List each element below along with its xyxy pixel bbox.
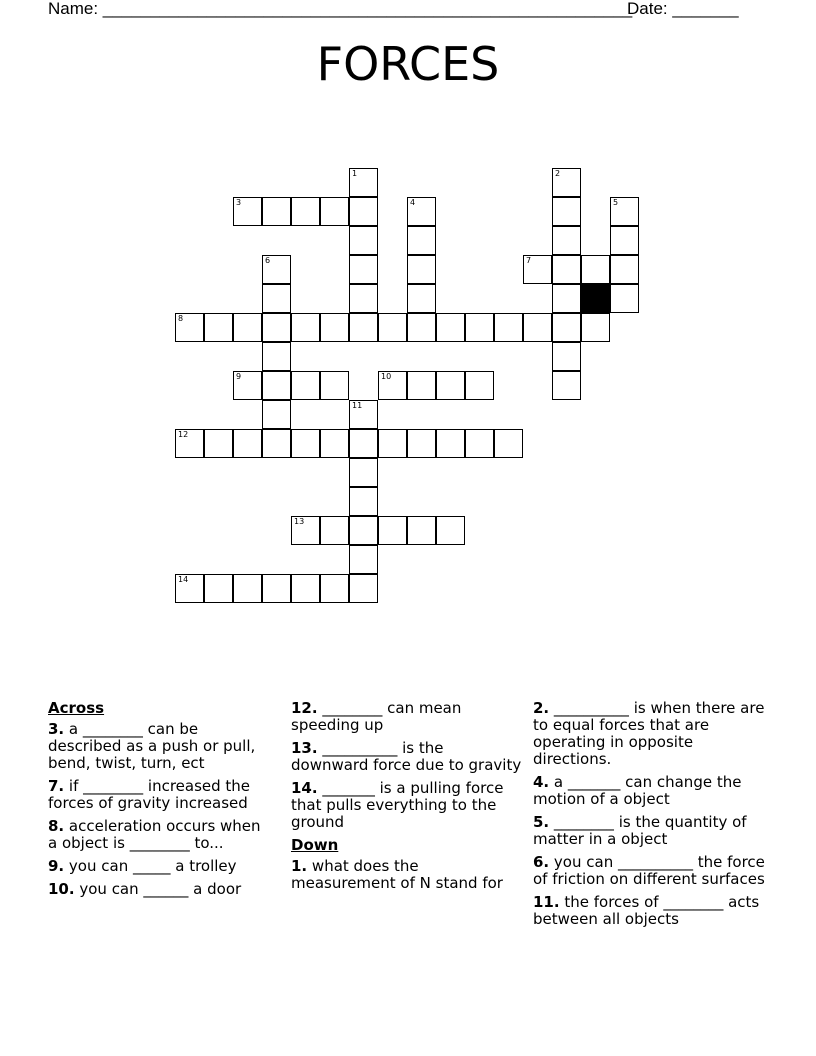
grid-cell[interactable]: [291, 371, 320, 400]
grid-cell[interactable]: [320, 429, 349, 458]
grid-cell[interactable]: [349, 226, 378, 255]
grid-cell[interactable]: [349, 284, 378, 313]
grid-cell[interactable]: [175, 313, 204, 342]
clue-number: 4: [410, 198, 416, 207]
grid-cell[interactable]: [407, 226, 436, 255]
grid-cell[interactable]: [378, 429, 407, 458]
grid-cell[interactable]: [378, 313, 407, 342]
grid-cell[interactable]: [204, 574, 233, 603]
grid-cell[interactable]: [465, 371, 494, 400]
grid-cell[interactable]: [349, 458, 378, 487]
clue-number: 7: [526, 256, 532, 265]
grid-cell[interactable]: [204, 429, 233, 458]
clue-down-11: 11. the forces of ________ acts between all objects: [533, 893, 760, 928]
grid-cell[interactable]: [262, 284, 291, 313]
clue-number: 14: [178, 575, 189, 584]
grid-cell[interactable]: [291, 574, 320, 603]
clue-across-13: 13. __________ is the downward force due to gravity: [291, 739, 522, 774]
grid-cell[interactable]: [291, 197, 320, 226]
grid-cell[interactable]: [262, 313, 291, 342]
grid-cell[interactable]: [233, 371, 262, 400]
clue-number: 6: [265, 256, 271, 265]
clue-across-14: 14. _______ is a pulling force that pulls everything to the ground: [291, 779, 504, 831]
grid-cell[interactable]: [320, 516, 349, 545]
name-field[interactable]: Name: ________________________________________________________: [48, 0, 633, 18]
grid-cell[interactable]: [378, 516, 407, 545]
grid-cell[interactable]: [291, 516, 320, 545]
grid-cell[interactable]: [407, 313, 436, 342]
grid-cell[interactable]: [320, 313, 349, 342]
grid-cell[interactable]: [494, 429, 523, 458]
grid-cell[interactable]: [349, 429, 378, 458]
grid-cell[interactable]: [407, 429, 436, 458]
grid-cell[interactable]: [262, 342, 291, 371]
grid-cell[interactable]: [349, 574, 378, 603]
grid-cell[interactable]: [610, 197, 639, 226]
grid-cell[interactable]: [581, 313, 610, 342]
clue-down-1: 1. what does the measurement of N stand for: [291, 857, 503, 892]
clue-across-10: 10. you can ______ a door: [48, 880, 242, 898]
clue-number: 13: [294, 517, 305, 526]
grid-cell[interactable]: [175, 574, 204, 603]
grid-cell[interactable]: [465, 429, 494, 458]
clue-down-4: 4. a _______ can change the motion of a object: [533, 773, 742, 808]
grid-cell[interactable]: [407, 371, 436, 400]
grid-cell[interactable]: [204, 313, 233, 342]
grid-cell[interactable]: [407, 516, 436, 545]
clue-down-6: 6. you can __________ the force of friction on different surfaces: [533, 853, 765, 888]
grid-cell[interactable]: [262, 255, 291, 284]
clues-column-1: [48, 700, 270, 904]
clue-number: 8: [178, 314, 184, 323]
grid-cell[interactable]: [407, 197, 436, 226]
grid-cell[interactable]: [610, 255, 639, 284]
page-title: FORCES: [316, 37, 500, 91]
grid-cell[interactable]: [552, 371, 581, 400]
clue-number: 12: [178, 430, 189, 439]
grid-cell[interactable]: [349, 545, 378, 574]
grid-cell[interactable]: [233, 429, 262, 458]
grid-cell[interactable]: [610, 226, 639, 255]
grid-cell[interactable]: [436, 313, 465, 342]
date-field[interactable]: Date: _______: [627, 0, 739, 18]
grid-cell[interactable]: [552, 226, 581, 255]
across-heading: Across: [48, 699, 105, 717]
clue-number: 11: [352, 401, 363, 410]
grid-cell[interactable]: [465, 313, 494, 342]
clue-across-7: 7. if ________ increased the forces of gravity increased: [48, 777, 251, 812]
clue-number: 3: [236, 198, 242, 207]
grid-cell[interactable]: [494, 313, 523, 342]
clue-number: 2: [555, 169, 561, 178]
grid-cell[interactable]: [378, 371, 407, 400]
grid-cell[interactable]: [262, 197, 291, 226]
grid-cell[interactable]: [552, 313, 581, 342]
clue-number: 9: [236, 372, 242, 381]
grid-cell[interactable]: [552, 284, 581, 313]
down-heading: Down: [291, 836, 339, 854]
grid-cell[interactable]: [523, 255, 552, 284]
grid-cell[interactable]: [436, 371, 465, 400]
clue-down-5: 5. ________ is the quantity of matter in a object: [533, 813, 747, 848]
grid-cell[interactable]: [407, 284, 436, 313]
clues-column-2: [291, 700, 523, 898]
grid-cell[interactable]: [407, 255, 436, 284]
grid-cell[interactable]: [349, 255, 378, 284]
grid-cell[interactable]: [349, 197, 378, 226]
grid-cell[interactable]: [436, 429, 465, 458]
grid-cell[interactable]: [233, 197, 262, 226]
grid-cell[interactable]: [552, 197, 581, 226]
grid-cell[interactable]: [349, 168, 378, 197]
clue-across-8: 8. acceleration occurs when a object is ________ to...: [48, 817, 261, 852]
clue-across-3: 3. a ________ can be described as a push or pull, bend, twist, turn, ect: [48, 720, 256, 772]
name-date-bar: [48, 0, 748, 20]
grid-cell[interactable]: [552, 255, 581, 284]
grid-cell[interactable]: [552, 342, 581, 371]
grid-cell[interactable]: [233, 313, 262, 342]
grid-cell[interactable]: [523, 313, 552, 342]
grid-cell[interactable]: [349, 516, 378, 545]
grid-cell[interactable]: [262, 429, 291, 458]
grid-cell[interactable]: [262, 400, 291, 429]
clue-number: 1: [352, 169, 358, 178]
grid-cell[interactable]: [610, 284, 639, 313]
grid-cell[interactable]: [320, 197, 349, 226]
grid-cell[interactable]: [175, 429, 204, 458]
black-cell: [581, 284, 610, 313]
grid-cell[interactable]: [233, 574, 262, 603]
grid-cell[interactable]: [320, 371, 349, 400]
grid-cell[interactable]: [320, 574, 349, 603]
grid-cell[interactable]: [436, 516, 465, 545]
clue-down-2: 2. __________ is when there are to equal forces that are operating in opposite directions.: [533, 699, 765, 768]
grid-cell[interactable]: [349, 400, 378, 429]
grid-cell[interactable]: [262, 371, 291, 400]
grid-cell[interactable]: [552, 168, 581, 197]
clue-across-12: 12. ________ can mean speeding up: [291, 699, 462, 734]
grid-cell[interactable]: [291, 429, 320, 458]
clue-across-9: 9. you can _____ a trolley: [48, 857, 237, 875]
grid-cell[interactable]: [349, 313, 378, 342]
grid-cell[interactable]: [262, 574, 291, 603]
clue-number: 5: [613, 198, 619, 207]
grid-cell[interactable]: [291, 313, 320, 342]
grid-cell[interactable]: [349, 487, 378, 516]
clues-column-3: [533, 700, 765, 934]
clue-number: 10: [381, 372, 392, 381]
grid-cell[interactable]: [581, 255, 610, 284]
